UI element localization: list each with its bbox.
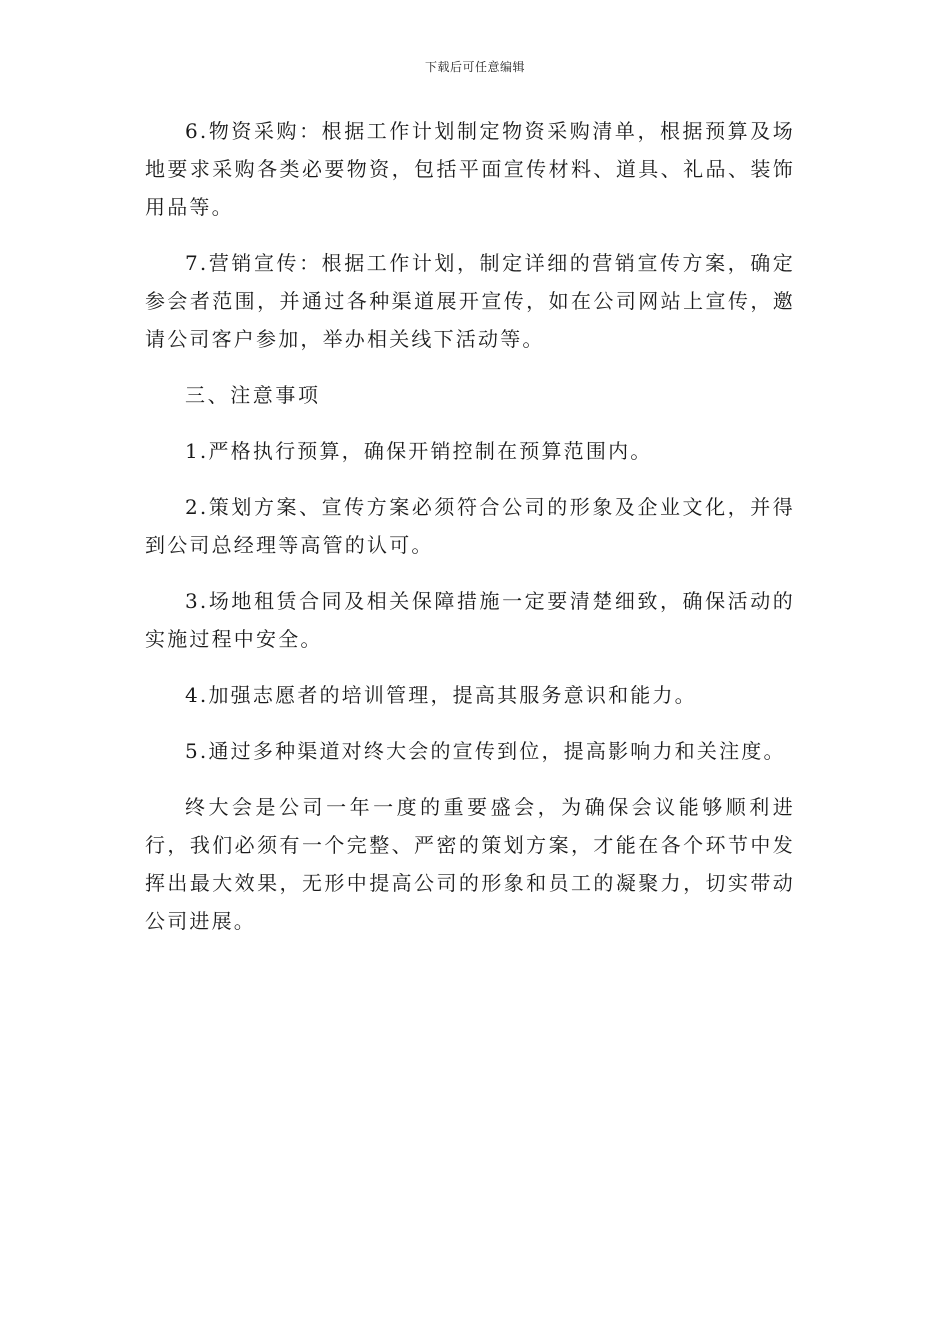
page-header-note: 下载后可任意编辑 xyxy=(424,60,525,74)
paragraph-conclusion: 终大会是公司一年一度的重要盛会，为确保会议能够顺利进行，我们必须有一个完整、严密的策划方案，才能在各个环节中发挥出最大效果，无形中提高公司的形象和员工的凝聚力，切实带动公司进展。 xyxy=(145,795,795,933)
paragraph-note-plan-approval: 2.策划方案、宣传方案必须符合公司的形象及企业文化，并得到公司总经理等高管的认可。 xyxy=(145,495,795,557)
paragraph-note-publicity: 5.通过多种渠道对终大会的宣传到位，提高影响力和关注度。 xyxy=(185,739,786,763)
paragraph-note-volunteers: 4.加强志愿者的培训管理，提高其服务意识和能力。 xyxy=(185,683,697,707)
paragraph-material-procurement: 6.物资采购：根据工作计划制定物资采购清单，根据预算及场地要求采购各类必要物资，包括平面宣传材料、道具、礼品、装饰用品等。 xyxy=(145,119,795,219)
paragraph-marketing-promotion: 7.营销宣传：根据工作计划，制定详细的营销宣传方案，确定参会者范围，并通过各种渠道展开宣传，如在公司网站上宣传，邀请公司客户参加，举办相关线下活动等。 xyxy=(145,251,795,351)
paragraph-note-budget: 1.严格执行预算，确保开销控制在预算范围内。 xyxy=(185,439,653,463)
document-body xyxy=(145,112,795,958)
paragraph-note-venue-safety: 3.场地租赁合同及相关保障措施一定要清楚细致，确保活动的实施过程中安全。 xyxy=(145,589,795,651)
section-heading-notes: 三、注意事项 xyxy=(185,383,321,407)
